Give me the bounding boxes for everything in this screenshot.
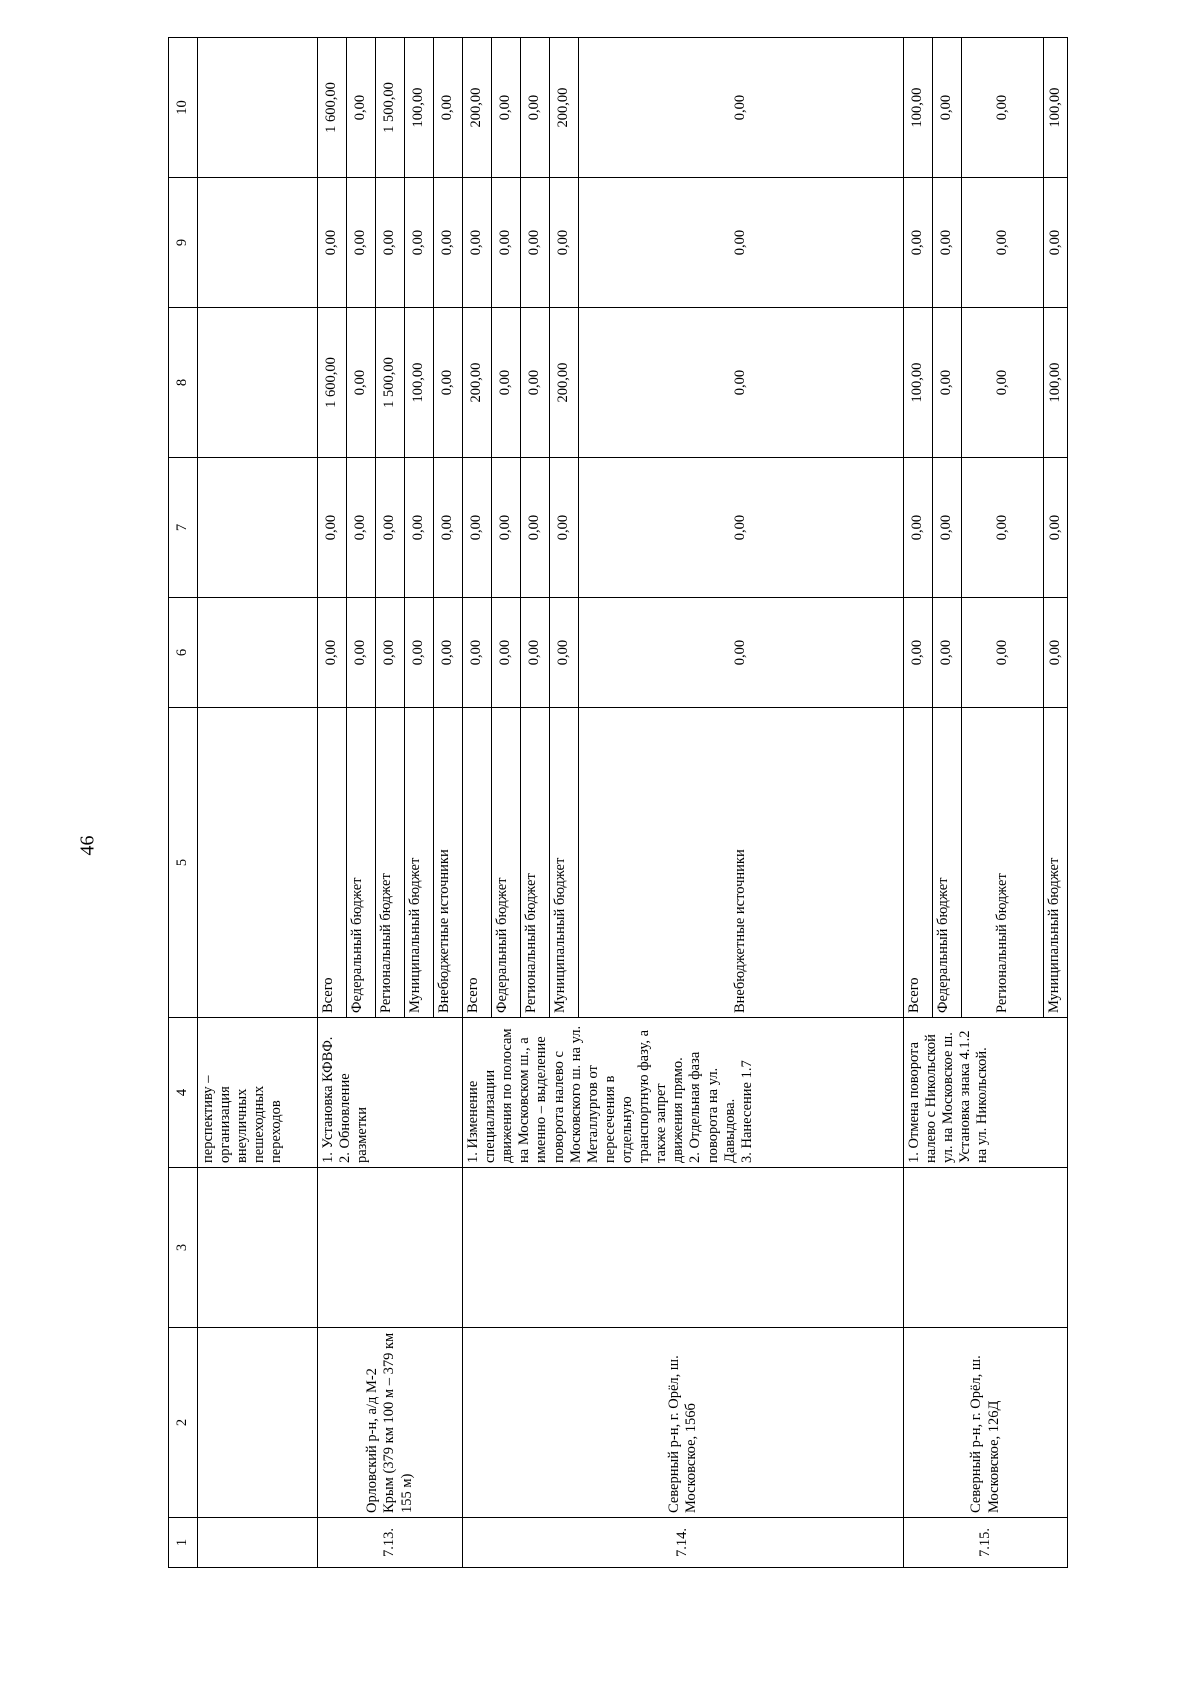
column-header-5: 5 (169, 708, 198, 1018)
value-col6: 0,00 (579, 598, 904, 708)
funding-source: Муниципальный бюджет (1044, 708, 1068, 1018)
entry-col3 (318, 1168, 463, 1328)
value-col9: 0,00 (405, 178, 434, 308)
funding-source: Региональный бюджет (521, 708, 550, 1018)
value-col8: 100,00 (904, 308, 933, 458)
entry-measures: 1. Изменение специализации движения по полосам на Московском ш., а именно – выделение поворота налево с Московского ш. на ул. Металлургов от пересечения в отдельную транспортную фазу, а также запрет движения прямо. 2. Отдельная фаза поворота на ул. Давыдова. 3. Нанесение 1.7 (463, 1018, 904, 1168)
funding-source: Региональный бюджет (376, 708, 405, 1018)
funding-source: Федеральный бюджет (933, 708, 962, 1018)
value-col6: 0,00 (405, 598, 434, 708)
value-col7: 0,00 (933, 458, 962, 598)
value-col6: 0,00 (904, 598, 933, 708)
value-col7: 0,00 (376, 458, 405, 598)
value-col7: 0,00 (1044, 458, 1068, 598)
value-col8: 0,00 (434, 308, 463, 458)
value-col6: 0,00 (434, 598, 463, 708)
value-col9: 0,00 (579, 178, 904, 308)
value-col7: 0,00 (904, 458, 933, 598)
value-col9: 0,00 (962, 178, 1044, 308)
table-row (904, 38, 933, 1568)
table-row (318, 38, 347, 1568)
value-col10: 0,00 (933, 38, 962, 178)
value-col6: 0,00 (521, 598, 550, 708)
value-col6: 0,00 (347, 598, 376, 708)
value-col8: 0,00 (347, 308, 376, 458)
value-col10: 0,00 (962, 38, 1044, 178)
funding-source: Федеральный бюджет (492, 708, 521, 1018)
value-col6: 0,00 (550, 598, 579, 708)
value-col6: 0,00 (376, 598, 405, 708)
value-col7: 0,00 (521, 458, 550, 598)
value-col10: 100,00 (904, 38, 933, 178)
value-col10: 100,00 (405, 38, 434, 178)
funding-source: Всего (904, 708, 933, 1018)
value-col7: 0,00 (434, 458, 463, 598)
column-header-8: 8 (169, 308, 198, 458)
funding-source: Всего (318, 708, 347, 1018)
funding-source: Всего (463, 708, 492, 1018)
funding-source: Внебюджетные источники (579, 708, 904, 1018)
value-col7: 0,00 (405, 458, 434, 598)
entry-measures: 1. Отмена поворота налево с Никольской ул. на Московское ш. Установка знака 4.1.2 на ул. Никольской. (904, 1018, 1068, 1168)
entry-col3 (904, 1168, 1068, 1328)
value-col6: 0,00 (463, 598, 492, 708)
value-col8: 0,00 (933, 308, 962, 458)
column-header-10: 10 (169, 38, 198, 178)
continuation-row (198, 38, 318, 1568)
entry-id: 7.15. (904, 1518, 1068, 1568)
value-col7: 0,00 (962, 458, 1044, 598)
value-col8: 0,00 (579, 308, 904, 458)
value-col10: 1 500,00 (376, 38, 405, 178)
value-col9: 0,00 (933, 178, 962, 308)
value-col6: 0,00 (962, 598, 1044, 708)
value-col9: 0,00 (521, 178, 550, 308)
funding-source: Муниципальный бюджет (405, 708, 434, 1018)
value-col10: 200,00 (550, 38, 579, 178)
value-col9: 0,00 (463, 178, 492, 308)
column-header-7: 7 (169, 458, 198, 598)
value-col9: 0,00 (1044, 178, 1068, 308)
value-col10: 0,00 (521, 38, 550, 178)
value-col7: 0,00 (347, 458, 376, 598)
entry-location: Северный р-н, г. Орёл, ш. Московское, 156б (463, 1328, 904, 1518)
entry-measures: 1. Установка КФВФ. 2. Обновление разметки (318, 1018, 463, 1168)
value-col9: 0,00 (376, 178, 405, 308)
value-col8: 1 600,00 (318, 308, 347, 458)
value-col8: 0,00 (492, 308, 521, 458)
column-header-1: 1 (169, 1518, 198, 1568)
column-header-9: 9 (169, 178, 198, 308)
value-col8: 200,00 (550, 308, 579, 458)
entry-location: Северный р-н, г. Орёл, ш. Московское, 126Д (904, 1328, 1068, 1518)
value-col9: 0,00 (904, 178, 933, 308)
column-header-2: 2 (169, 1328, 198, 1518)
funding-source: Внебюджетные источники (434, 708, 463, 1018)
value-col9: 0,00 (347, 178, 376, 308)
value-col7: 0,00 (550, 458, 579, 598)
value-col10: 0,00 (347, 38, 376, 178)
column-header-6: 6 (169, 598, 198, 708)
value-col10: 0,00 (434, 38, 463, 178)
funding-source: Региональный бюджет (962, 708, 1044, 1018)
value-col10: 200,00 (463, 38, 492, 178)
value-col8: 1 500,00 (376, 308, 405, 458)
value-col7: 0,00 (318, 458, 347, 598)
column-header-3: 3 (169, 1168, 198, 1328)
entry-id: 7.14. (463, 1518, 904, 1568)
continuation-text: перспективу – организация внеуличных пешеходных переходов (198, 1018, 318, 1168)
value-col10: 1 600,00 (318, 38, 347, 178)
value-col7: 0,00 (492, 458, 521, 598)
value-col9: 0,00 (492, 178, 521, 308)
value-col6: 0,00 (492, 598, 521, 708)
table-row (463, 38, 492, 1568)
value-col9: 0,00 (550, 178, 579, 308)
value-col8: 0,00 (521, 308, 550, 458)
value-col9: 0,00 (318, 178, 347, 308)
value-col6: 0,00 (1044, 598, 1068, 708)
entry-location: Орловский р-н, а/д М-2 Крым (379 км 100 м – 379 км 155 м) (318, 1328, 463, 1518)
value-col6: 0,00 (933, 598, 962, 708)
value-col8: 200,00 (463, 308, 492, 458)
value-col8: 100,00 (405, 308, 434, 458)
value-col7: 0,00 (579, 458, 904, 598)
entry-col3 (463, 1168, 904, 1328)
entry-id: 7.13. (318, 1518, 463, 1568)
rotated-table-wrapper (168, 38, 1063, 1568)
funding-source: Муниципальный бюджет (550, 708, 579, 1018)
value-col8: 100,00 (1044, 308, 1068, 458)
page-number: 46 (76, 835, 99, 856)
value-col10: 100,00 (1044, 38, 1068, 178)
funding-table (168, 37, 1068, 1568)
funding-source: Федеральный бюджет (347, 708, 376, 1018)
header-row (169, 38, 198, 1568)
value-col7: 0,00 (463, 458, 492, 598)
value-col10: 0,00 (579, 38, 904, 178)
value-col10: 0,00 (492, 38, 521, 178)
value-col6: 0,00 (318, 598, 347, 708)
value-col8: 0,00 (962, 308, 1044, 458)
value-col9: 0,00 (434, 178, 463, 308)
column-header-4: 4 (169, 1018, 198, 1168)
